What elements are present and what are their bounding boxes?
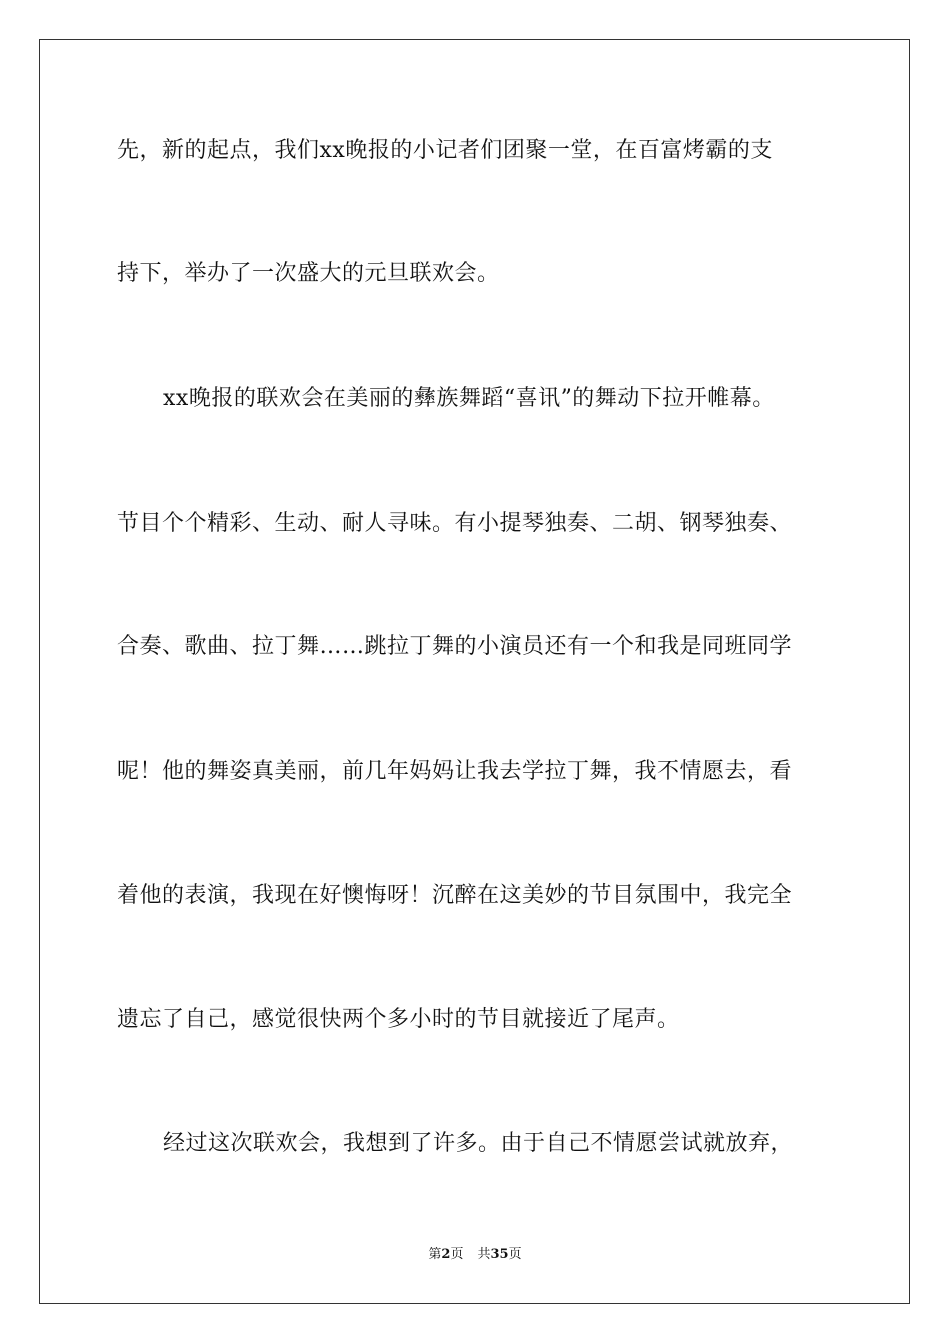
page-prefix: 第: [428, 1247, 442, 1262]
text-line-6: 呢！他的舞姿真美丽，前几年妈妈让我去学拉丁舞，我不情愿去，看: [117, 759, 793, 784]
text-line-3: xx晚报的联欢会在美丽的彝族舞蹈“喜讯”的舞动下拉开帷幕。: [163, 386, 775, 411]
text-line-7: 着他的表演，我现在好懊悔呀！沉醉在这美妙的节目氛围中，我完全: [117, 883, 793, 908]
text-line-2: 持下，举办了一次盛大的元旦联欢会。: [117, 261, 500, 286]
text-line-5: 合奏、歌曲、拉丁舞……跳拉丁舞的小演员还有一个和我是同班同学: [117, 634, 793, 659]
total-prefix: 共: [477, 1247, 491, 1262]
text-line-4: 节目个个精彩、生动、耐人寻味。有小提琴独奏、二胡、钢琴独奏、: [117, 511, 793, 536]
page-border: [39, 39, 910, 1304]
page-suffix: 页: [450, 1247, 464, 1262]
total-suffix: 页: [508, 1247, 522, 1262]
text-line-1: 先，新的起点，我们xx晚报的小记者们团聚一堂，在百富烤霸的支: [117, 138, 773, 163]
text-line-9: 经过这次联欢会，我想到了许多。由于自己不情愿尝试就放弃，: [163, 1131, 794, 1156]
page-footer: [0, 1246, 950, 1264]
text-line-8: 遗忘了自己，感觉很快两个多小时的节目就接近了尾声。: [117, 1007, 680, 1032]
total-pages: 35: [490, 1247, 509, 1262]
page-number: 2: [441, 1247, 451, 1262]
